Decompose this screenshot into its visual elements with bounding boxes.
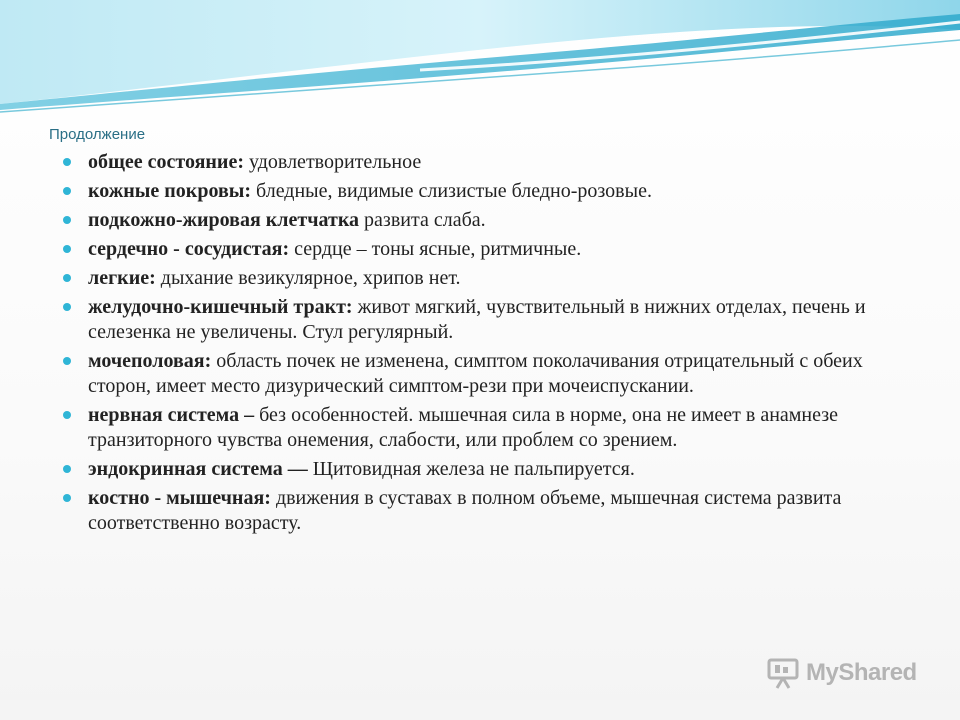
item-text: дыхание везикулярное, хрипов нет. <box>155 267 461 289</box>
item-text: сердце – тоны ясные, ритмичные. <box>289 238 582 260</box>
item-text: без особенностей. мышечная сила в норме, она не имеет в анамнезе транзиторного чувства онемения, слабости, или проблем со зрением. <box>88 404 839 451</box>
item-label: кожные покровы: <box>88 180 252 202</box>
item-label: мочеполовая: <box>88 350 212 372</box>
item-label: костно - мышечная: <box>88 487 271 509</box>
list-item <box>60 208 910 233</box>
bullet-icon <box>63 216 71 224</box>
list-item <box>60 349 910 399</box>
bullet-icon <box>63 303 71 311</box>
bullet-icon <box>63 465 71 473</box>
bullet-icon <box>63 187 71 195</box>
item-label: сердечно - сосудистая: <box>88 238 290 260</box>
slide-subtitle: Продолжение <box>49 126 146 143</box>
item-text: область почек не изменена, симптом поколачивания отрицательный с обеих сторон, имеет место дизурический симптом-рези при мочеиспускании. <box>88 350 863 397</box>
list-item <box>60 295 910 345</box>
list-item <box>60 237 910 262</box>
watermark-text: MyShared <box>806 659 917 686</box>
item-text: Щитовидная железа не пальпируется. <box>307 458 635 480</box>
bullet-icon <box>63 411 71 419</box>
bullet-icon <box>63 245 71 253</box>
list-item <box>60 486 910 536</box>
findings-list <box>60 150 910 540</box>
presentation-icon <box>766 656 800 690</box>
item-label: эндокринная система — <box>88 458 308 480</box>
item-label: нервная система – <box>88 404 255 426</box>
list-item <box>60 457 910 482</box>
bullet-icon <box>63 158 71 166</box>
bullet-icon <box>63 494 71 502</box>
item-label: общее состояние: <box>88 151 244 173</box>
item-text: развита слаба. <box>359 209 486 231</box>
item-label: легкие: <box>88 267 156 289</box>
item-text: удовлетворительное <box>243 151 422 173</box>
bullet-icon <box>63 357 71 365</box>
bullet-icon <box>63 274 71 282</box>
item-text: бледные, видимые слизистые бледно-розовые. <box>251 180 652 202</box>
item-label: подкожно-жировая клетчатка <box>88 209 360 231</box>
item-label: желудочно-кишечный тракт: <box>88 296 353 318</box>
item-text: живот мягкий, чувствительный в нижних отделах, печень и селезенка не увеличены. Стул регулярный. <box>88 296 866 343</box>
list-item <box>60 266 910 291</box>
list-item <box>60 179 910 204</box>
header-wave-decoration <box>0 0 960 130</box>
item-text: движения в суставах в полном объеме, мышечная система развита соответственно возрасту. <box>88 487 842 534</box>
watermark-logo <box>766 656 917 690</box>
list-item <box>60 150 910 175</box>
list-item <box>60 403 910 453</box>
